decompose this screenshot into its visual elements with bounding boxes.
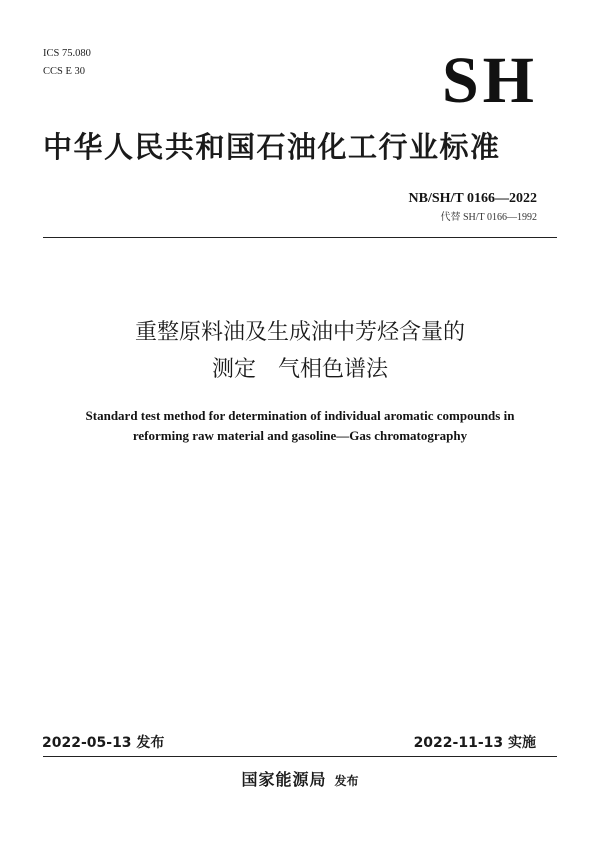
issuer-line	[0, 770, 600, 791]
english-title-line-2: reforming raw material and gasoline—Gas chromatography	[132, 428, 468, 443]
chinese-title-line-2: 测定 气相色谱法	[211, 357, 388, 382]
sh-logo: SH	[441, 44, 538, 117]
issue-date: 2022-05-13 发布	[42, 735, 165, 751]
issuer-name: 国家能源局	[241, 770, 327, 789]
footer-divider	[43, 756, 557, 757]
ccs-code: CCS E 30	[43, 66, 86, 77]
ics-code: ICS 75.080	[43, 48, 91, 59]
english-title-line-1: Standard test method for determination of individual aromatic compounds in	[85, 408, 515, 423]
header-divider	[43, 237, 557, 238]
standard-number: NB/SH/T 0166—2022	[408, 191, 537, 206]
implementation-date: 2022-11-13 实施	[413, 735, 536, 751]
replaces-standard: 代替 SH/T 0166—1992	[440, 212, 537, 223]
issuer-action: 发布	[334, 774, 359, 788]
standard-category-title: 中华人民共和国石油化工行业标准	[43, 130, 501, 164]
chinese-title-line-1: 重整原料油及生成油中芳烃含量的	[134, 320, 465, 345]
